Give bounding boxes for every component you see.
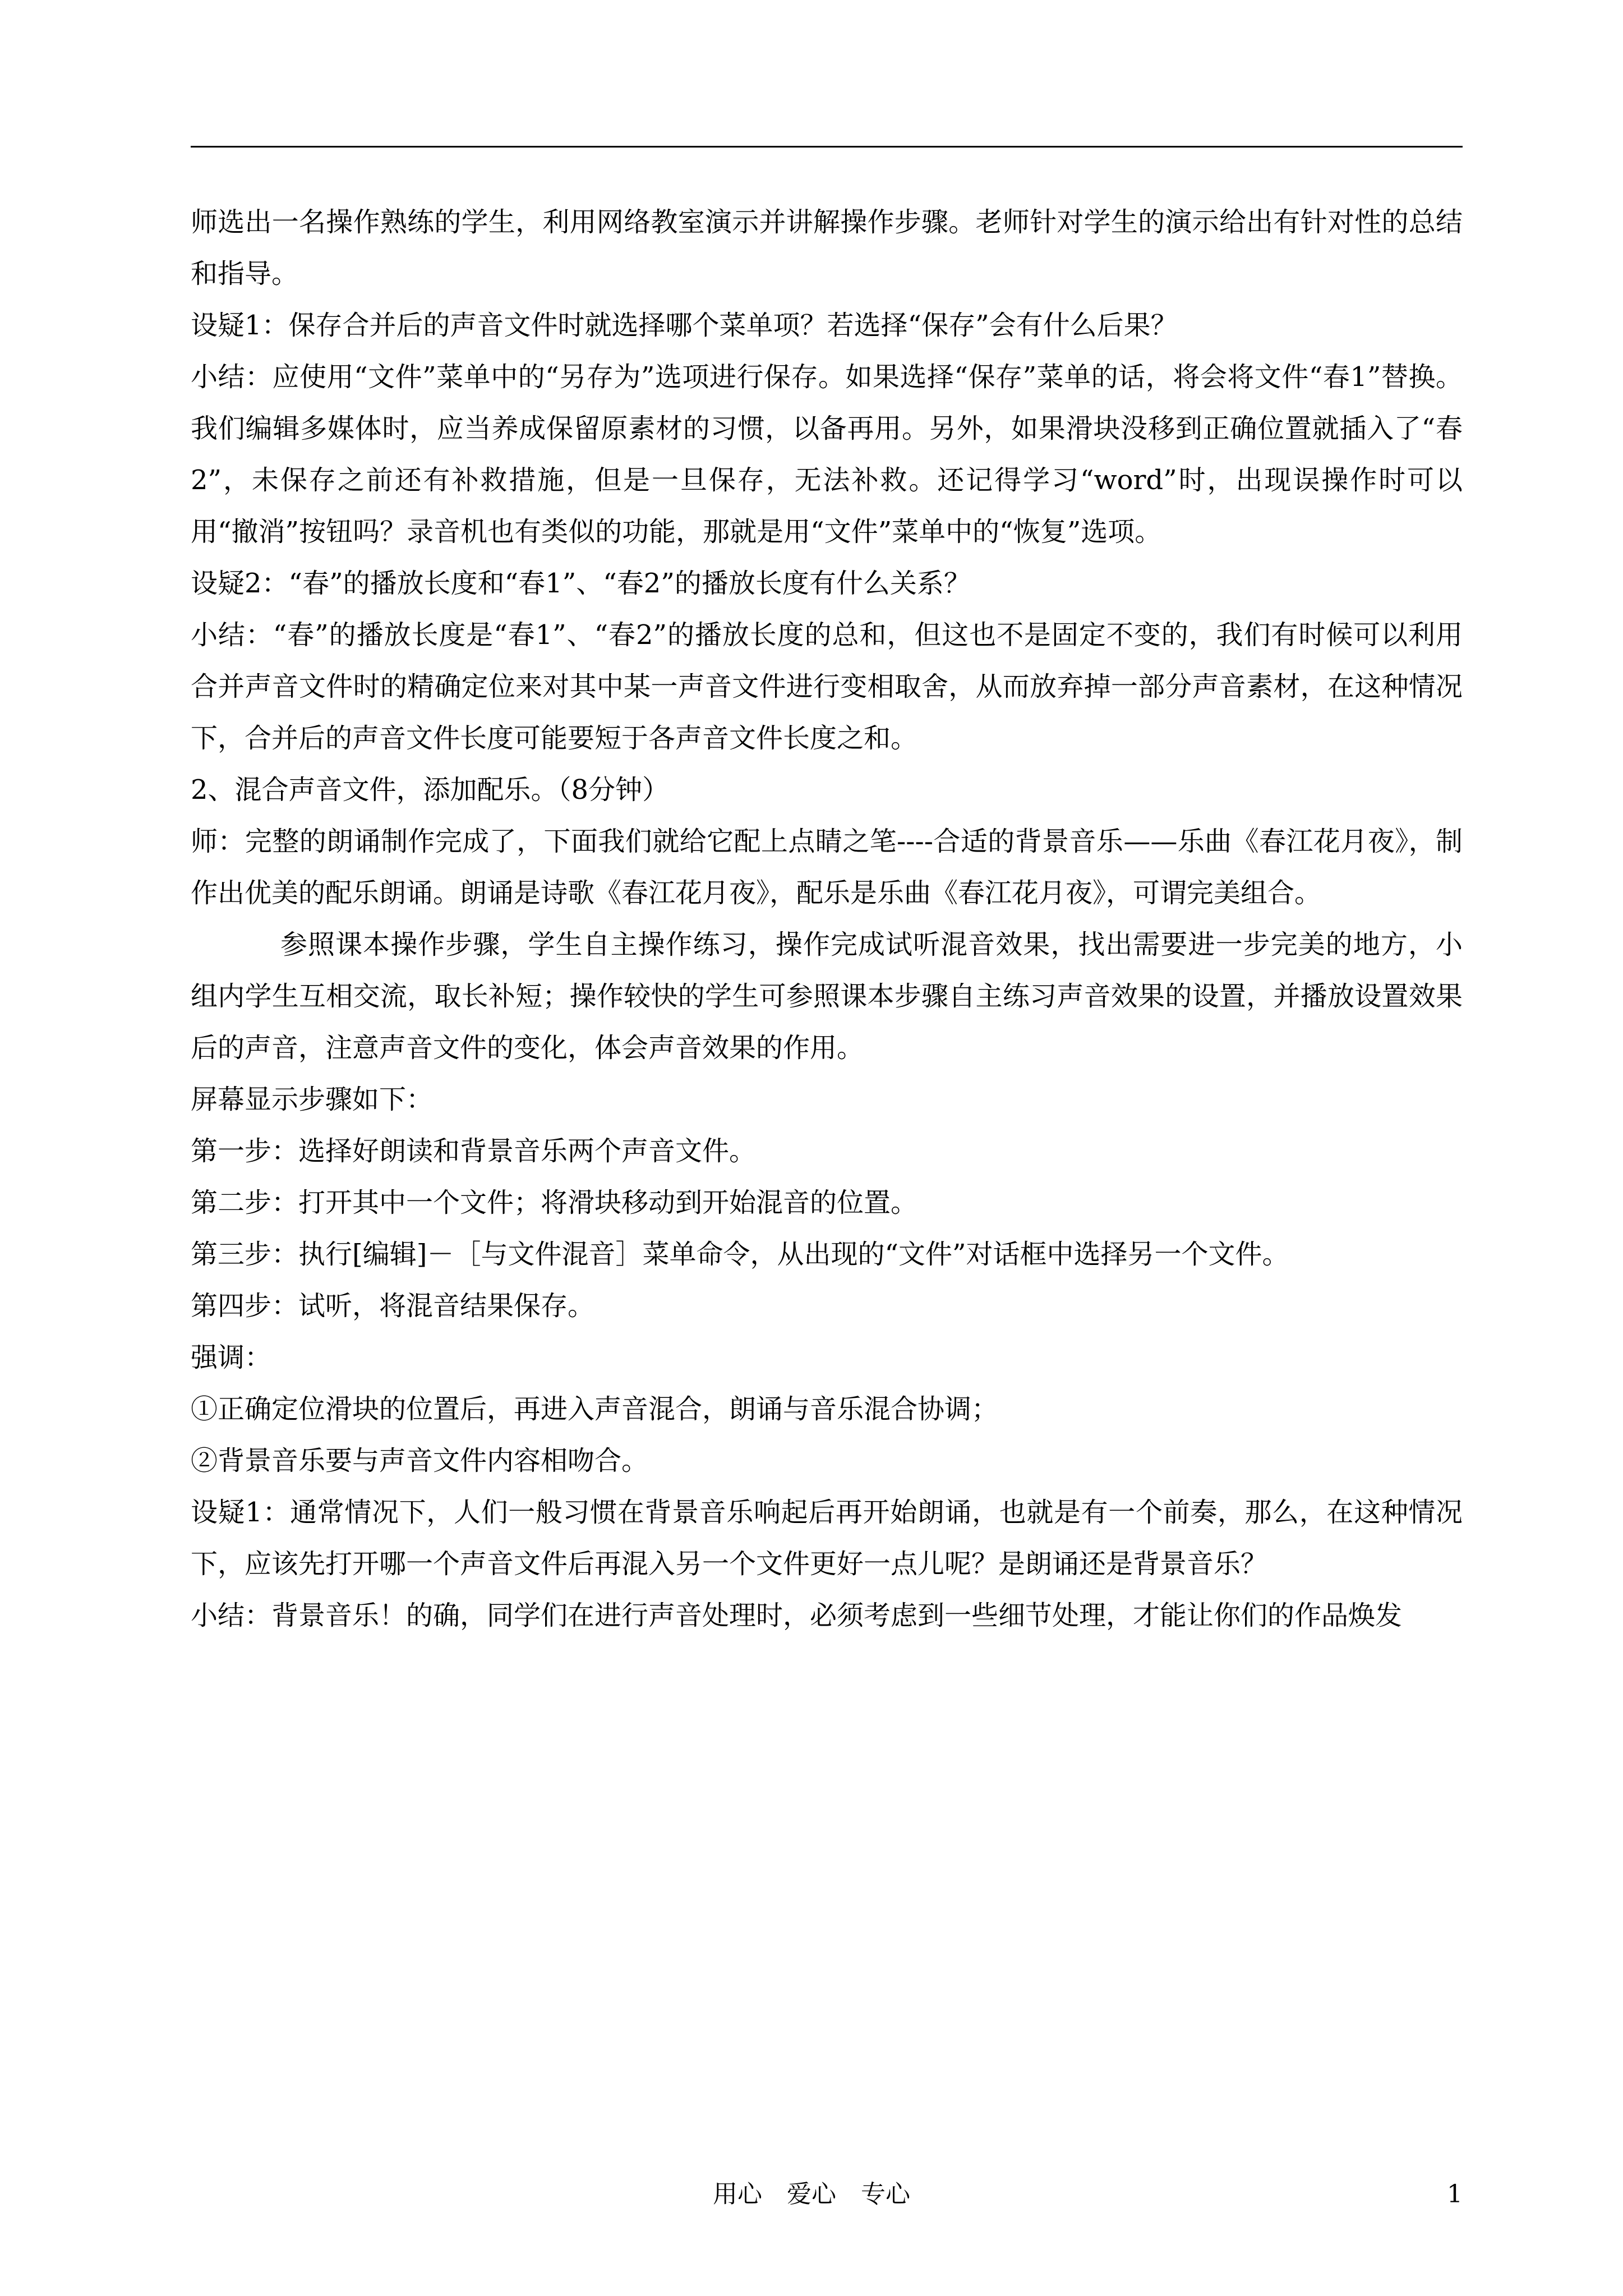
emphasis-2: ②背景音乐要与声音文件内容相吻合。 [191, 1445, 649, 1476]
step-1: 第一步：选择好朗读和背景音乐两个声音文件。 [191, 1135, 757, 1167]
paragraph-summary-2: 小结：“春”的播放长度是“春1”、“春2”的播放长度的总和，但这也不是固定不变的，我们有时候可以利用合并声音文件时的精确定位来对其中某一声音文件进行变相取舍，从而放弃掉一部分声音素材，在这种情况下，合并后的声音文件长度可能要短于各声音文件长度之和。 [191, 619, 1463, 754]
header-rule [191, 146, 1463, 148]
body-text [191, 196, 1463, 1641]
paragraph-summary-1: 小结：应使用“文件”菜单中的“另存为”选项进行保存。如果选择“保存”菜单的话，将会将文件“春1”替换。我们编辑多媒体时，应当养成保留原素材的习惯，以备再用。另外，如果滑块没移到正确位置就插入了“春2”，未保存之前还有补救措施，但是一旦保存，无法补救。还记得学习“word”时，出现误操作时可以用“撤消”按钮吗？录音机也有类似的功能，那就是用“文件”菜单中的“恢复”选项。 [191, 361, 1463, 547]
paragraph-question-3: 设疑1：通常情况下，人们一般习惯在背景音乐响起后再开始朗诵，也就是有一个前奏，那么，在这种情况下，应该先打开哪一个声音文件后再混入另一个文件更好一点儿呢？是朗诵还是背景音乐？ [191, 1497, 1463, 1580]
paragraph-question-2: 设疑2：“春”的播放长度和“春1”、“春2”的播放长度有什么关系？ [191, 568, 971, 599]
paragraph-teacher-demo: 师选出一名操作熟练的学生，利用网络教室演示并讲解操作步骤。老师针对学生的演示给出有针对性的总结和指导。 [191, 206, 1463, 289]
step-3: 第三步：执行[编辑]－［与文件混音］菜单命令，从出现的“文件”对话框中选择另一个文件。 [191, 1239, 1289, 1270]
paragraph-teacher-music: 师：完整的朗诵制作完成了，下面我们就给它配上点睛之笔----合适的背景音乐——乐曲《春江花月夜》，制作出优美的配乐朗诵。朗诵是诗歌《春江花月夜》，配乐是乐曲《春江花月夜》，可谓完美组合。 [191, 826, 1463, 909]
paragraph-practice: 参照课本操作步骤，学生自主操作练习，操作完成试听混音效果，找出需要进一步完美的地方，小组内学生互相交流，取长补短；操作较快的学生可参照课本步骤自主练习声音效果的设置，并播放设置效果后的声音，注意声音文件的变化，体会声音效果的作用。 [191, 929, 1463, 1064]
step-2: 第二步：打开其中一个文件；将滑块移动到开始混音的位置。 [191, 1187, 918, 1218]
emphasis-1: ①正确定位滑块的位置后，再进入声音混合，朗诵与音乐混合协调； [191, 1393, 999, 1425]
section-heading-mix: 2、混合声音文件，添加配乐。（8分钟） [191, 774, 670, 806]
page-number: 1 [1447, 2180, 1463, 2208]
emphasis-heading: 强调： [191, 1342, 272, 1373]
footer-motto: 用心 爱心 专心 [713, 2180, 910, 2208]
paragraph-summary-3: 小结：背景音乐！的确，同学们在进行声音处理时，必须考虑到一些细节处理，才能让你们的作品焕发 [191, 1600, 1403, 1631]
step-4: 第四步：试听，将混音结果保存。 [191, 1290, 595, 1322]
steps-heading: 屏幕显示步骤如下： [191, 1084, 434, 1115]
paragraph-question-1: 设疑1：保存合并后的声音文件时就选择哪个菜单项？若选择“保存”会有什么后果？ [191, 310, 1178, 341]
